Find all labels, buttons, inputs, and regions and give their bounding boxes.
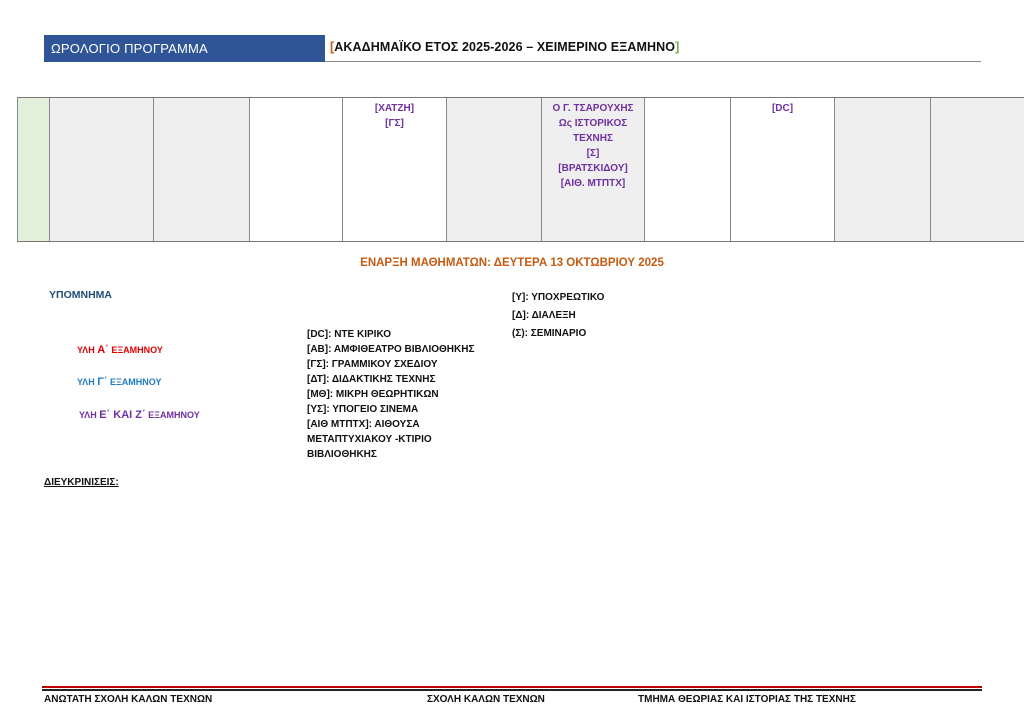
legend-semester-g [77,376,162,388]
legend-g-semester: Γ΄ [97,376,108,388]
room-entry: [ΓΣ]: ΓΡΑΜΜΙΚΟΥ ΣΧΕΔΙΟΥ [307,359,438,370]
footer-institution: ΑΝΩΤΑΤΗ ΣΧΟΛΗ ΚΑΛΩΝ ΤΕΧΝΩΝ [44,694,213,705]
legend-g-suffix: ΕΞΑΜΗΝΟΥ [107,377,162,387]
course-start-date: ΕΝΑΡΞΗ ΜΑΘΗΜΑΤΩΝ: ΔΕΥΤΕΡΑ 13 ΟΚΤΩΒΡΙΟΥ 2025 [360,257,664,269]
type-entry: [Δ]: ΔΙΑΛΕΞΗ [512,310,576,321]
footer-rule-dark [42,689,982,691]
legend-e-prefix: ΥΛΗ [79,410,100,420]
footer-school: ΣΧΟΛΗ ΚΑΛΩΝ ΤΕΧΝΩΝ [427,694,545,705]
room-entry: [ΔΤ]: ΔΙΔΑΚΤΙΚΗΣ ΤΕΧΝΗΣ [307,374,436,385]
room-abbreviations [307,327,492,462]
room-entry: [ΑΒ]: ΑΜΦΙΘΕΑΤΡΟ ΒΙΒΛΙΟΘΗΚΗΣ [307,344,475,355]
timetable-cell [50,98,154,241]
timetable-cell [542,98,645,241]
legend-title: ΥΠΟΜΝΗΜΑ [49,289,112,301]
timetable-cell [731,98,835,241]
timetable-cell [343,98,447,241]
legend-semester-e-z [79,409,200,421]
course-type-abbreviations [512,289,604,343]
room-entry: [ΜΘ]: ΜΙΚΡΗ ΘΕΩΡΗΤΙΚΩΝ [307,389,439,400]
timetable-cell [154,98,250,241]
timetable-cell [645,98,731,241]
room-entry: [ΥΣ]: ΥΠΟΓΕΙΟ ΣΙΝΕΜΑ [307,404,419,415]
timetable-cell-line: ΤΕΧΝΗΣ [573,133,613,144]
timetable-cell [931,98,1024,241]
timetable-cell-line: [DC] [771,103,794,114]
title-bracket-close: ] [675,40,680,54]
timetable-cell-line: Ως ΙΣΤΟΡΙΚΟΣ [558,118,628,129]
room-entry: ΜΕΤΑΠΤΥΧΙΑΚΟΥ -ΚΤΙΡΙΟ [307,434,432,445]
type-entry: (Σ): ΣΕΜΙΝΑΡΙΟ [512,328,587,339]
timetable-cell-line: Ο Γ. ΤΣΑΡΟΥΧΗΣ [552,103,634,114]
legend-a-prefix: ΥΛΗ [77,345,98,355]
timetable-cell [835,98,931,241]
footer-department: ΤΜΗΜΑ ΘΕΩΡΙΑΣ ΚΑΙ ΙΣΤΟΡΙΑΣ ΤΗΣ ΤΕΧΝΗΣ [638,694,856,705]
timetable-cell-line: [ΧΑΤΖΗ] [374,103,415,114]
legend-a-suffix: ΕΞΑΜΗΝΟΥ [108,345,163,355]
legend-a-semester: Α΄ [97,344,109,356]
title-text: ΑΚΑΔΗΜΑΪΚΟ ΕΤΟΣ 2025-2026 – ΧΕΙΜΕΡΙΝΟ ΕΞΑΜΗΝΟ [334,40,676,54]
timetable-cell [250,98,343,241]
timetable-cell [17,98,50,241]
room-entry: ΒΙΒΛΙΟΘΗΚΗΣ [307,449,377,460]
room-entry: [DC]: ΝΤΕ ΚΙΡΙΚΟ [307,329,391,340]
legend-semester-a [77,344,163,356]
legend-e-semester: Ε΄ ΚΑΙ Ζ΄ [99,409,146,421]
timetable-cell-line: [ΓΣ] [385,118,404,129]
timetable-row [17,97,1024,242]
timetable-cell-line: [Σ] [586,148,600,159]
legend-g-prefix: ΥΛΗ [77,377,98,387]
footer-rule-red [42,686,982,688]
title-bracket-open: [ [330,40,335,54]
header-rule [325,61,981,62]
room-entry: [ΑΙΘ ΜΤΠΤΧ]: ΑΙΘΟΥΣΑ [307,419,420,430]
clarifications-heading: ΔΙΕΥΚΡΙΝΙΣΕΙΣ: [44,477,119,488]
type-entry: [Υ]: ΥΠΟΧΡΕΩΤΙΚΟ [512,292,605,303]
timetable-cell-line: [ΑΙΘ. ΜΤΠΤΧ] [560,178,626,189]
program-label: ΩΡΟΛΟΓΙΟ ΠΡΟΓΡΑΜΜΑ [44,35,325,62]
legend-e-suffix: ΕΞΑΜΗΝΟΥ [145,410,200,420]
timetable-cell-line: [ΒΡΑΤΣΚΙΔΟΥ] [558,163,628,174]
document-title [330,40,679,54]
timetable-cell [447,98,542,241]
